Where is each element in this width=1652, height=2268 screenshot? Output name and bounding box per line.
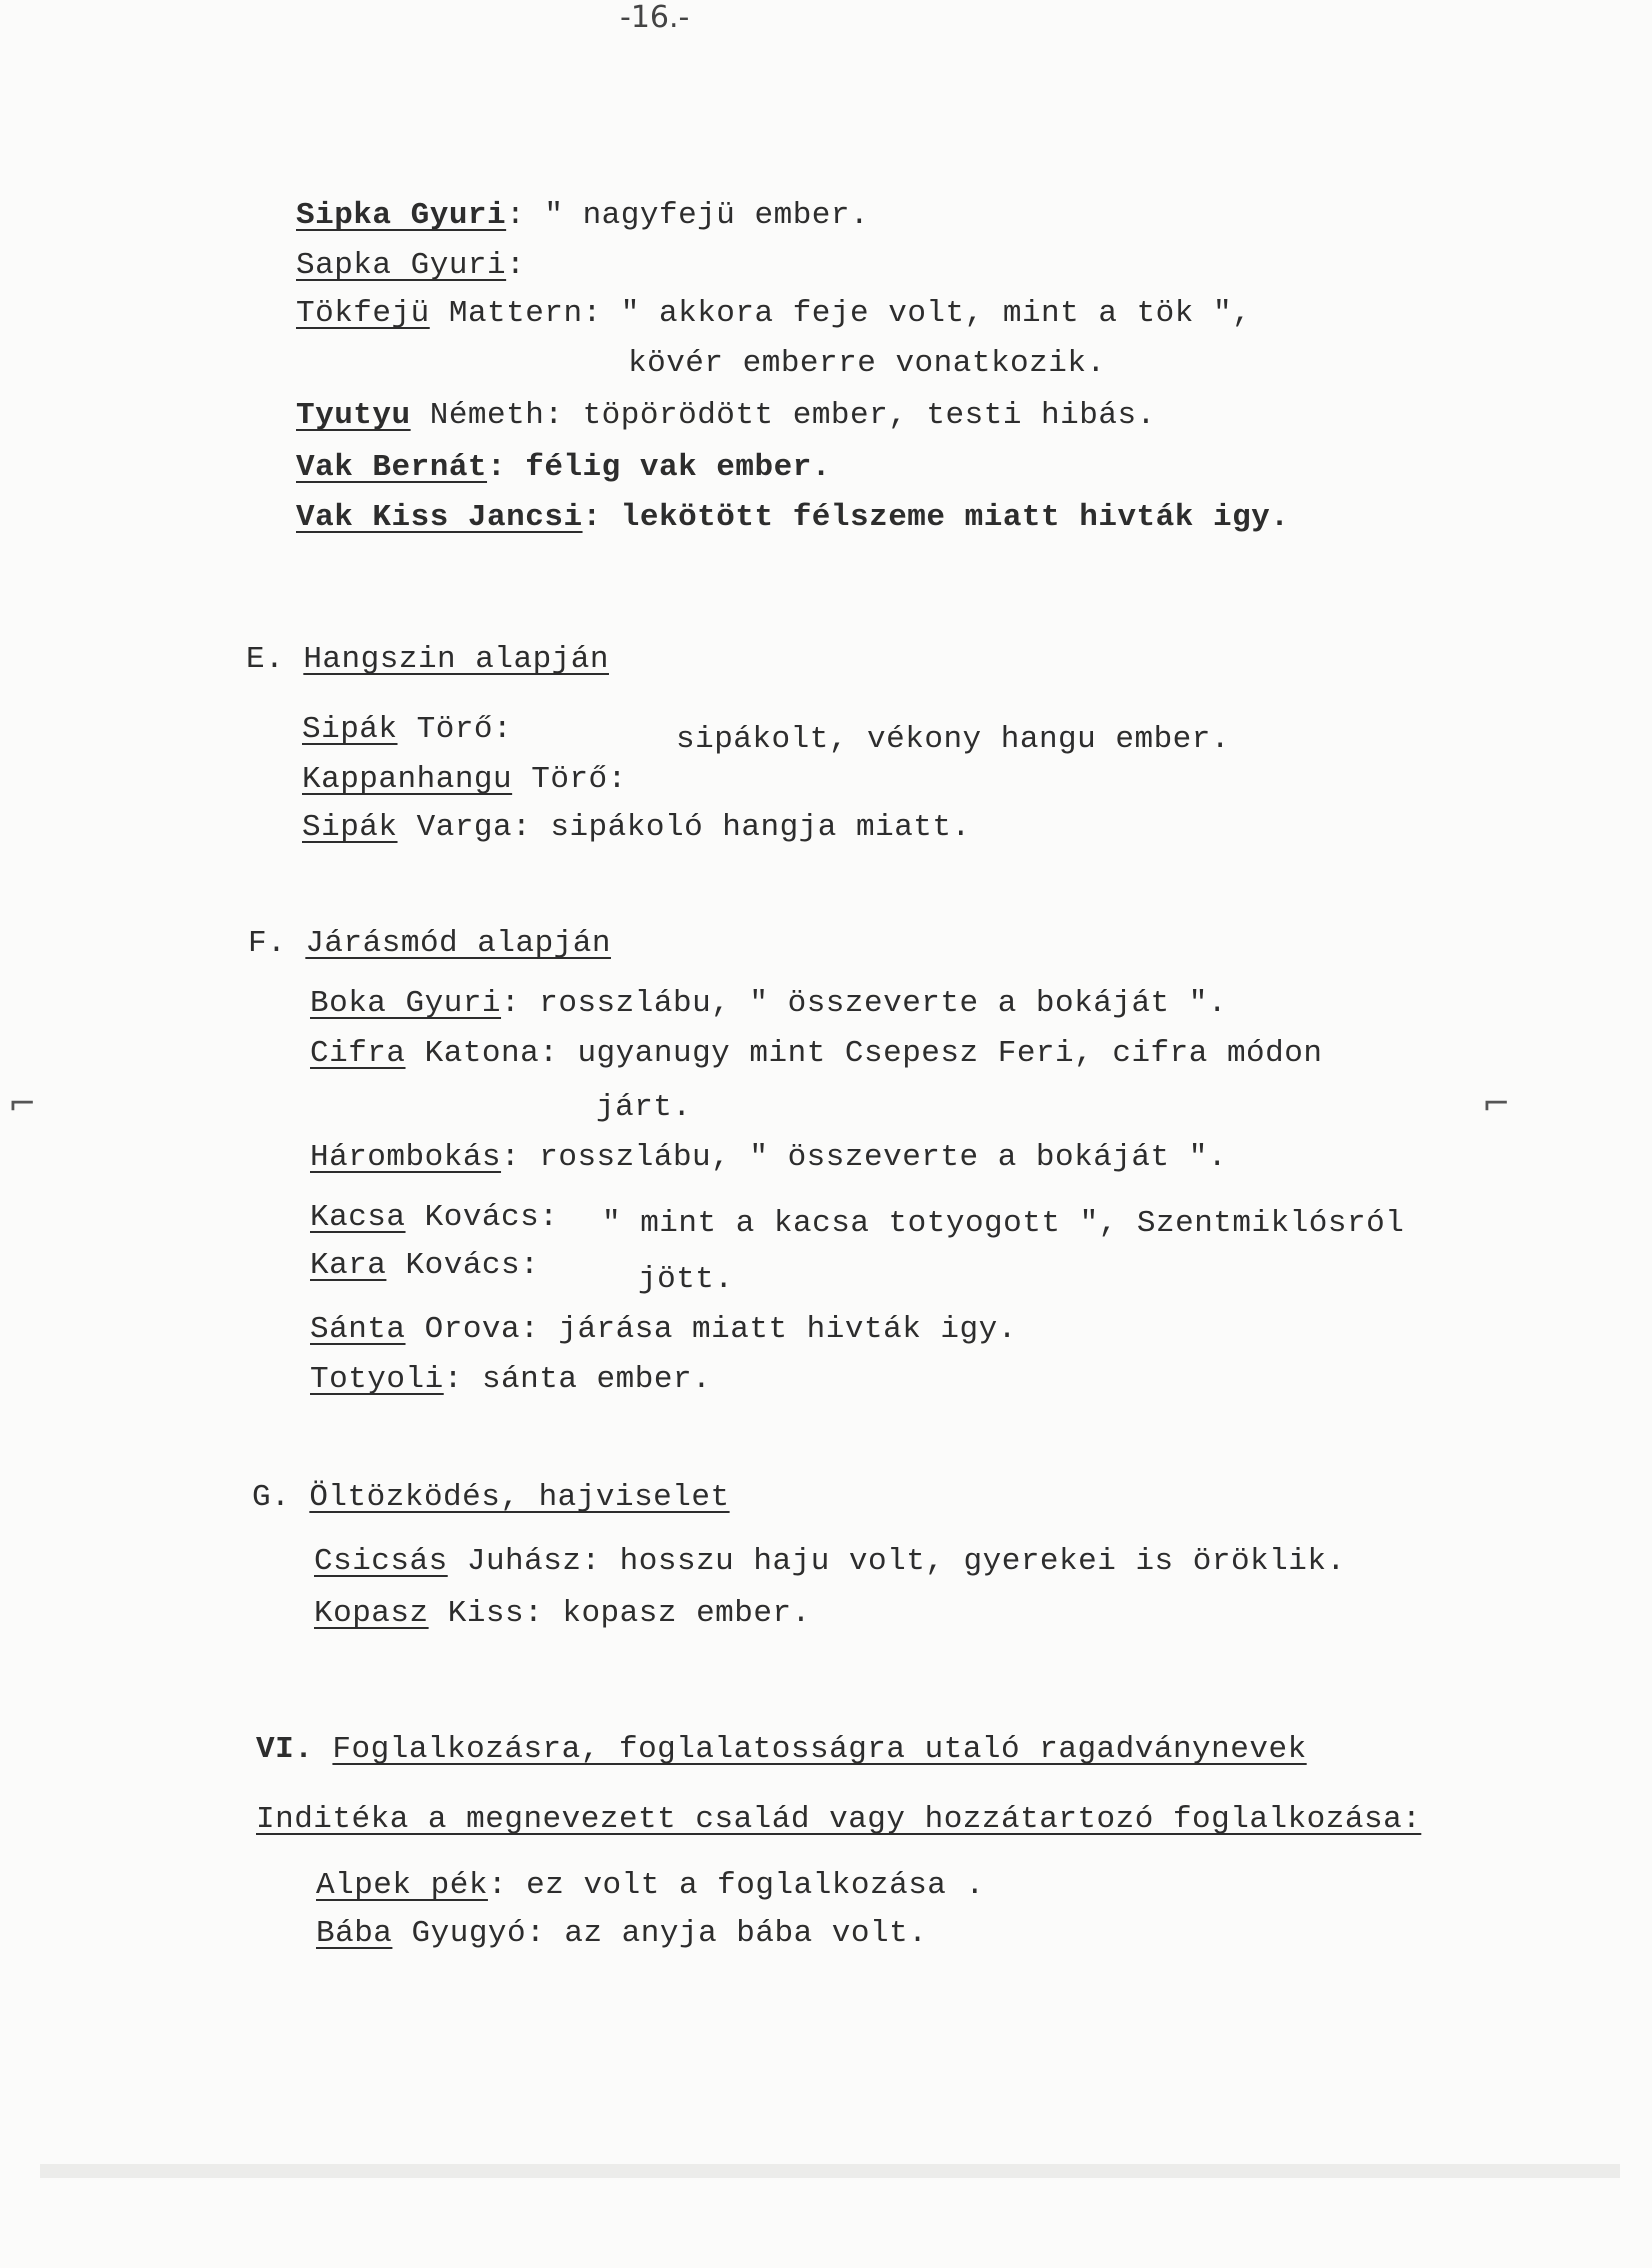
entry-continuation: járt. bbox=[596, 1090, 692, 1125]
section-heading-g: G. Öltözködés, hajviselet bbox=[252, 1480, 730, 1515]
entry-line: Bába Gyugyó: az anyja bába volt. bbox=[316, 1916, 928, 1951]
entry-line: Sánta Orova: járása miatt hivták igy. bbox=[310, 1312, 1017, 1347]
section-subtitle: Inditéka a megnevezett család vagy hozzátartozó foglalkozása: bbox=[256, 1802, 1422, 1837]
entry-line: Sapka Gyuri: bbox=[296, 248, 526, 283]
entry-continuation: kövér emberre vonatkozik. bbox=[628, 346, 1106, 381]
entry-line: Sipka Gyuri: " nagyfejü ember. bbox=[296, 198, 870, 233]
entry-line: Kappanhangu Törő: bbox=[302, 762, 627, 797]
entry-continuation: jött. bbox=[638, 1262, 734, 1297]
entry-line: Csicsás Juhász: hosszu haju volt, gyerekei is öröklik. bbox=[314, 1544, 1346, 1579]
entry-line: Tökfejü Mattern: " akkora feje volt, mint a tök ", bbox=[296, 296, 1252, 331]
scan-edge bbox=[40, 2164, 1620, 2178]
entry-line: Tyutyu Németh: töpörödött ember, testi hibás. bbox=[296, 398, 1156, 433]
page-number: -16.- bbox=[620, 0, 690, 35]
entry-line: Vak Kiss Jancsi: lekötött félszeme miatt hivták igy. bbox=[296, 500, 1290, 535]
entry-line: Totyoli: sánta ember. bbox=[310, 1362, 712, 1397]
section-heading-e: E. Hangszin alapján bbox=[246, 642, 609, 677]
entry-line: Hárombokás: rosszlábu, " összeverte a bokáját ". bbox=[310, 1140, 1227, 1175]
entry-line: Cifra Katona: ugyanugy mint Csepesz Feri, cifra módon bbox=[310, 1036, 1323, 1071]
entry-line: Vak Bernát: félig vak ember. bbox=[296, 450, 831, 485]
entry-line: Sipák Törő: bbox=[302, 712, 513, 747]
entry-line: Kacsa Kovács: bbox=[310, 1200, 559, 1235]
section-heading-vi: VI. Foglalkozásra, foglalatosságra utaló ragadványnevek bbox=[256, 1732, 1307, 1767]
margin-mark-left: ⌐ bbox=[8, 1084, 37, 1124]
entry-line: Boka Gyuri: rosszlábu, " összeverte a bokáját ". bbox=[310, 986, 1227, 1021]
entry-line: Sipák Varga: sipákoló hangja miatt. bbox=[302, 810, 971, 845]
entry-description: " mint a kacsa totyogott ", Szentmiklósról bbox=[602, 1206, 1405, 1241]
section-heading-f: F. Járásmód alapján bbox=[248, 926, 611, 961]
entry-line: Alpek pék: ez volt a foglalkozása . bbox=[316, 1868, 985, 1903]
entry-line: Kopasz Kiss: kopasz ember. bbox=[314, 1596, 811, 1631]
entry-line: Kara Kovács: bbox=[310, 1248, 540, 1283]
entry-description: sipákolt, vékony hangu ember. bbox=[676, 722, 1230, 757]
margin-mark-right: ⌐ bbox=[1482, 1084, 1511, 1124]
